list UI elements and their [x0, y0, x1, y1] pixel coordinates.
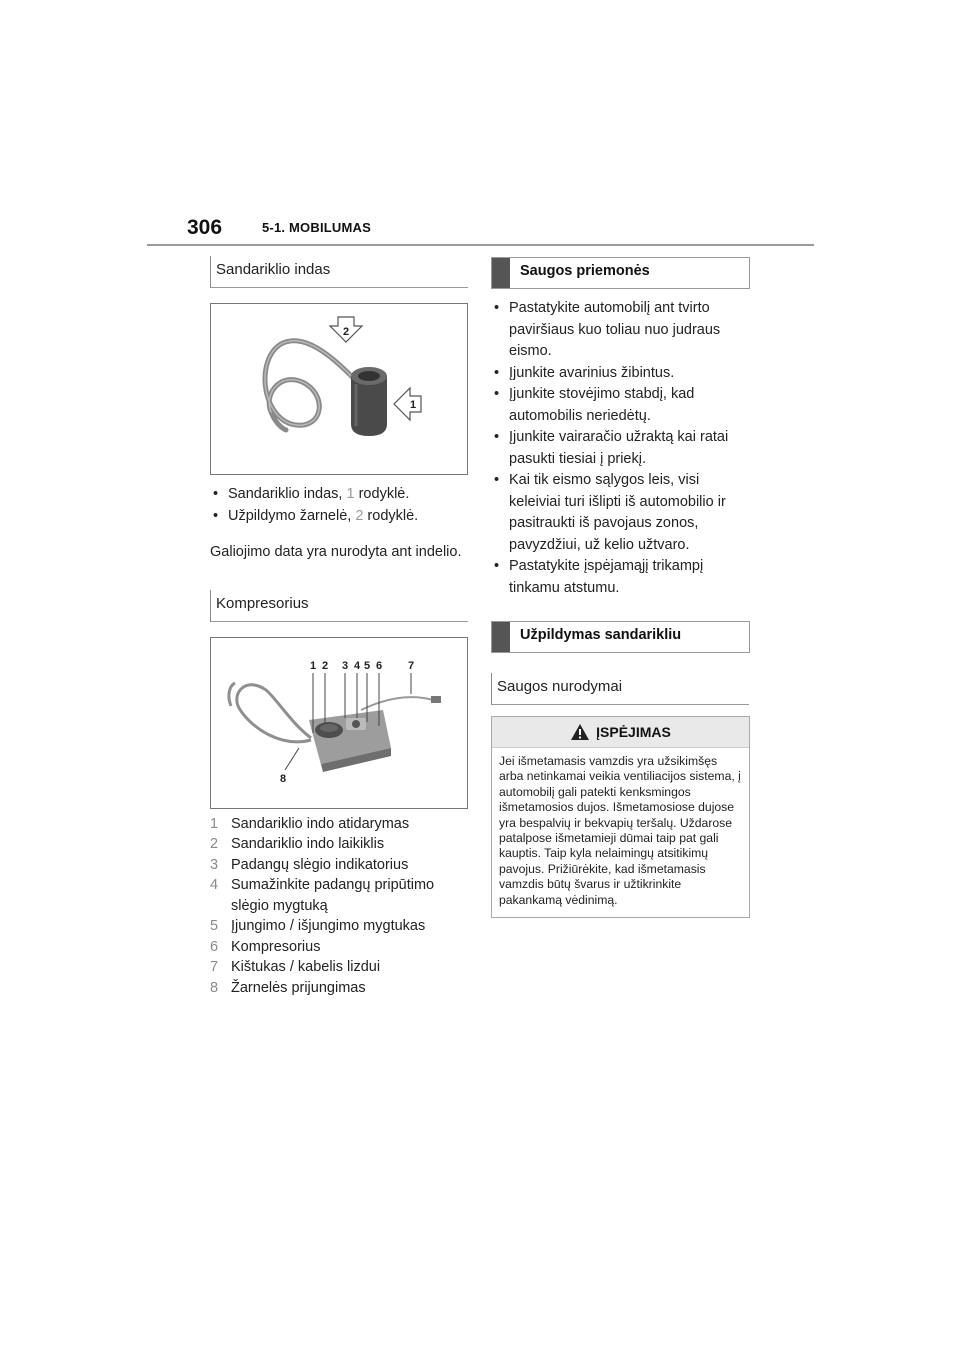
legend-item: 2 Sandariklio indo laikiklis — [210, 836, 385, 852]
list-item: • Įjunkite vairaračio užraktą kai ratai pasukti tiesiai į priekį. — [491, 427, 749, 470]
list-item: • Įjunkite stovėjimo stabdį, kad automobilis neriedėtų. — [491, 384, 749, 427]
compressor-figure — [210, 637, 468, 809]
legend-item: 6 Kompresorius — [210, 938, 321, 955]
warning-box — [491, 716, 750, 918]
section-heading-safety-measures: Saugos priemonės — [491, 257, 750, 289]
legend-item: 5 Įjungimo / išjungimo mygtukas — [210, 918, 426, 934]
list-item: • Kai tik eismo sąlygos leis, visi keleiviai turi išlipti iš automobilio ir pasitraukti iš pavojaus zonos, pavyzdžiui, už kelio užtvaro. — [491, 470, 749, 556]
expiry-date-note: Galiojimo data yra nurodyta ant indelio. — [210, 543, 462, 560]
figure1-callout-1: 1 — [409, 399, 417, 411]
heading-bar — [492, 258, 510, 288]
figure2-callout-6: 6 — [375, 659, 383, 672]
warning-header — [492, 717, 749, 748]
figure2-callout-8: 8 — [279, 772, 287, 785]
figure2-callout-5: 5 — [363, 659, 371, 672]
legend-item: 8 Žarnelės prijungimas — [210, 979, 366, 996]
legend-item: 4 Sumažinkite padangų pripūtimo slėgio mygtuką — [210, 877, 435, 914]
figure2-callout-7: 7 — [407, 659, 415, 672]
figure2-callout-1: 1 — [309, 659, 317, 672]
list-item: • Sandariklio indas, 1 rodyklė. — [210, 484, 468, 506]
safety-measures-list — [491, 298, 749, 599]
sealant-container-figure — [210, 303, 468, 475]
warning-text: Jei išmetamasis vamzdis yra užsikimšęs arba netinkamai veikia ventiliacijos sistema, į automobilį gali patekti kenksmingos išmetamosios dujos. Išmetamosiose dujose yra bespalvių ir bekvapių teršalų. Uždarose patalpose išmetamieji dūmai taip pat gali kauptis. Taip kyla nelaimingų atsitikimų pavojus. Prižiūrėkite, kad išmetamasis vamzdis būtų švarus ir užtikrinkite pakankamą vėdinimą. — [499, 754, 741, 907]
list-item: • Pastatykite automobilį ant tvirto paviršiaus kuo toliau nuo judraus eismo. — [491, 298, 749, 363]
figure2-callout-4: 4 — [353, 659, 361, 672]
warning-title: ĮSPĖJIMAS — [596, 724, 671, 740]
warning-triangle-icon — [570, 723, 590, 741]
heading-bar — [492, 622, 510, 652]
legend-item: 3 Padangų slėgio indikatorius — [210, 856, 409, 873]
figure2-callout-2: 2 — [321, 659, 329, 672]
section-heading-compressor: Kompresorius — [210, 590, 468, 622]
left-column — [210, 256, 468, 998]
header-rule — [147, 244, 814, 246]
list-item: • Įjunkite avarinius žibintus. — [491, 363, 749, 385]
list-item: • Pastatykite įspėjamąjį trikampį tinkamu atstumu. — [491, 556, 749, 599]
figure2-callout-3: 3 — [341, 659, 349, 672]
page-number: 306 — [187, 216, 223, 239]
compressor-illustration — [211, 638, 467, 808]
compressor-legend — [210, 814, 468, 999]
figure1-callout-2: 2 — [342, 326, 350, 338]
chapter-title: 5-1. MOBILUMAS — [262, 220, 371, 235]
legend-item: 1 Sandariklio indo atidarymas — [210, 815, 410, 832]
legend-item: 7 Kištukas / kabelis lizdui — [210, 959, 381, 975]
section-heading-sealant-filling: Užpildymas sandarikliu — [491, 621, 750, 653]
section-heading-safety-notes: Saugos nurodymai — [491, 673, 749, 705]
right-column — [491, 257, 749, 918]
list-item: • Užpildymo žarnelė, 2 rodyklė. — [210, 506, 468, 528]
sealant-container-illustration — [211, 304, 467, 474]
sealant-bullet-list — [210, 484, 468, 528]
section-heading-sealant-container: Sandariklio indas — [210, 256, 468, 288]
